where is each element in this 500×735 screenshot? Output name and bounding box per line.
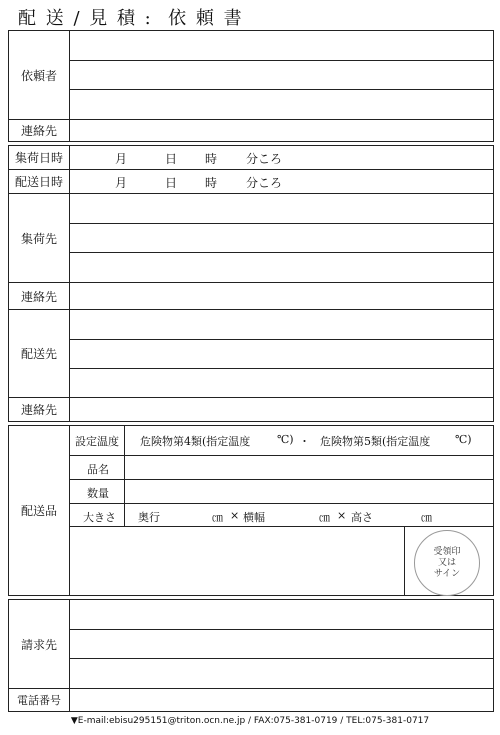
width-unit: ㎝	[319, 511, 330, 524]
depth-label: 奥行	[138, 511, 160, 524]
times-1: ×	[230, 509, 240, 522]
pickup-contact-label: 連絡先	[9, 283, 70, 309]
divider	[70, 455, 493, 456]
pickup-datetime-label: 集荷日時	[9, 146, 70, 169]
requester-label: 依頼者	[9, 31, 70, 119]
item-name-label: 品名	[87, 463, 109, 476]
billing-line-1	[70, 629, 493, 630]
pickup-place-line-2	[70, 252, 493, 253]
pickup-hour: 時	[205, 152, 218, 166]
divider	[9, 309, 493, 310]
divider	[70, 479, 493, 480]
divider	[70, 503, 493, 504]
delivery-datetime-label: 配送日時	[9, 170, 70, 193]
quantity-label: 数量	[87, 487, 109, 500]
requester-divider	[9, 119, 493, 120]
hazard5-unit: ℃)	[455, 433, 472, 446]
seal-line-3: サイン	[433, 568, 461, 579]
height-label: 高さ	[351, 511, 373, 524]
billing-block	[8, 599, 494, 712]
delivery-month: 月	[115, 176, 128, 190]
pickup-month: 月	[115, 152, 128, 166]
form-title: 配 送 / 見 積 : 依 頼 書	[18, 8, 244, 29]
hazard4-unit: ℃)	[277, 433, 294, 446]
separator-dot: ・	[299, 435, 310, 448]
phone-label: 電話番号	[9, 689, 70, 711]
divider	[9, 169, 493, 170]
pickup-minute: 分ころ	[246, 152, 283, 166]
billing-label: 請求先	[9, 600, 70, 688]
requester-contact-label: 連絡先	[9, 120, 70, 141]
requester-line-1	[70, 60, 493, 61]
hazard5-text: 危険物第5類(指定温度	[320, 435, 431, 448]
delivery-minute: 分ころ	[246, 176, 283, 190]
times-2: ×	[337, 509, 347, 522]
hazard4-text: 危険物第4類(指定温度	[140, 435, 251, 448]
seal-line-1: 受領印	[433, 546, 461, 557]
billing-line-2	[70, 658, 493, 659]
divider	[9, 397, 493, 398]
pickup-day: 日	[165, 152, 178, 166]
seal-box-divider	[404, 526, 405, 595]
requester-block	[8, 30, 494, 142]
delivery-contact-label: 連絡先	[9, 398, 70, 421]
width-label: 横幅	[243, 511, 265, 524]
seal-line-2: 又は	[437, 557, 456, 568]
cargo-block	[8, 425, 494, 596]
delivery-hour: 時	[205, 176, 218, 190]
pickup-place-label: 集荷先	[9, 194, 70, 282]
divider	[9, 688, 493, 689]
divider	[9, 282, 493, 283]
size-label: 大きさ	[83, 511, 116, 524]
sub-label-divider	[124, 426, 125, 526]
transport-block	[8, 145, 494, 422]
delivery-place-label: 配送先	[9, 310, 70, 397]
delivery-place-line-2	[70, 368, 493, 369]
height-unit: ㎝	[421, 511, 432, 524]
receipt-seal-area	[414, 530, 480, 596]
requester-line-2	[70, 89, 493, 90]
temp-label: 設定温度	[75, 435, 119, 448]
pickup-place-line-1	[70, 223, 493, 224]
delivery-day: 日	[165, 176, 178, 190]
divider	[70, 526, 493, 527]
divider	[9, 193, 493, 194]
depth-unit: ㎝	[212, 511, 223, 524]
cargo-label: 配送品	[9, 426, 70, 595]
footer-contact: ▼E-mail:ebisu295151@triton.ocn.ne.jp / FAX:075-381-0719 / TEL:075-381-0717	[70, 716, 430, 726]
delivery-place-line-1	[70, 339, 493, 340]
